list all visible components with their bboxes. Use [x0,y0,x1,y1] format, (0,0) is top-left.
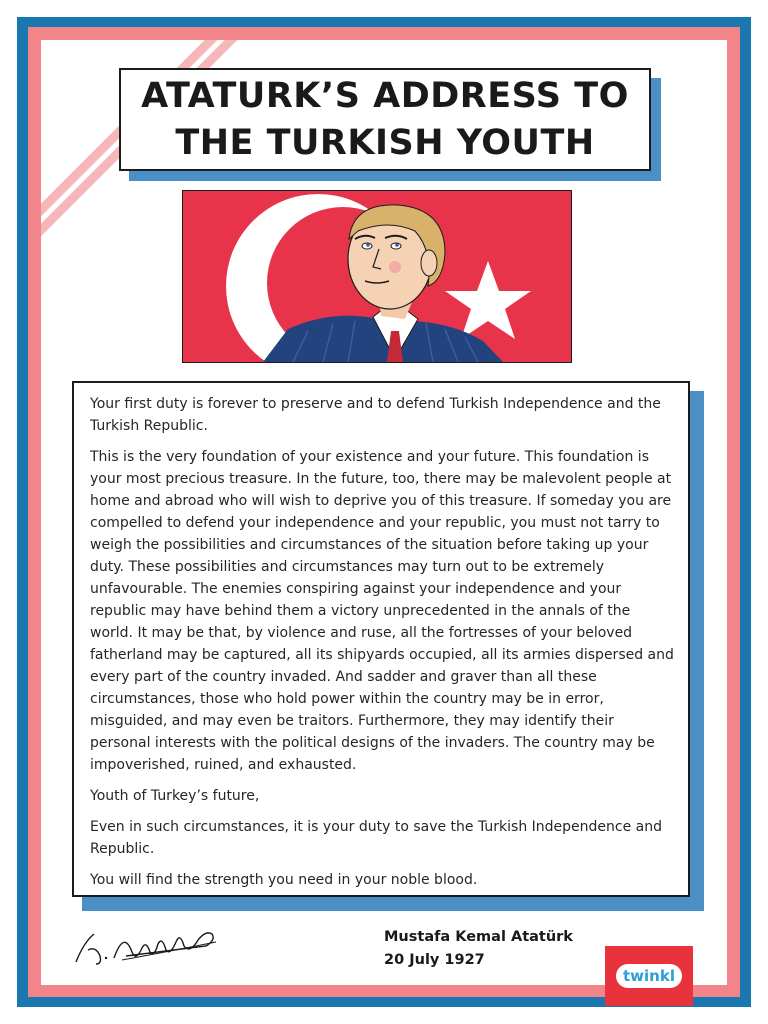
title-box [119,68,651,171]
twinkl-logo-cloud [616,964,682,988]
twinkl-logo [605,946,693,1006]
address-text-box [72,381,690,897]
handwritten-signature [66,912,226,972]
turkish-flag-portrait-image [183,191,571,362]
twinkl-logo-text: twinkl [623,967,675,985]
paragraph: Your first duty is forever to preserve and to defend Turkish Independence and the Turkish Republic. [90,396,661,434]
paragraph: This is the very foundation of your existence and your future. This foundation is your most precious treasure. In the future, too, there may be malevolent people at home and abroad who will wish to deprive you of this treasure. If someday you are compelled to defend your independence and your republic, you must not tarry to weigh the possibilities and circumstances of the situation before taking up your duty. These possibilities and circumstances may turn out to be extremely unfavourable. The enemies conspiring against your independence and your republic may have behind them a victory unprecedented in the annals of the world. It may be that, by violence and ruse, all the fortresses of your beloved fatherland may be captured, all its shipyards occupied, all its armies dispersed and every part of the country invaded. And sadder and graver than all these circumstances, those who hold power within the country may be in error, misguided, and may even be traitors. Furthermore, they may identify their personal interests with the political designs of the invaders. The country may be impoverished, ruined, and exhausted. [90,449,674,773]
paragraph: Even in such circumstances, it is your duty to save the Turkish Independence and Republic. [90,819,662,857]
paragraph: You will find the strength you need in your noble blood. [90,872,478,888]
portrait-illustration [182,190,572,363]
page-title: ATATURK’S ADDRESS TO THE TURKISH YOUTH [141,75,629,163]
author-name: Mustafa Kemal Atatürk [384,929,573,945]
address-date: 20 July 1927 [384,952,485,968]
author-block [384,926,573,972]
paragraph: Youth of Turkey’s future, [90,788,260,804]
